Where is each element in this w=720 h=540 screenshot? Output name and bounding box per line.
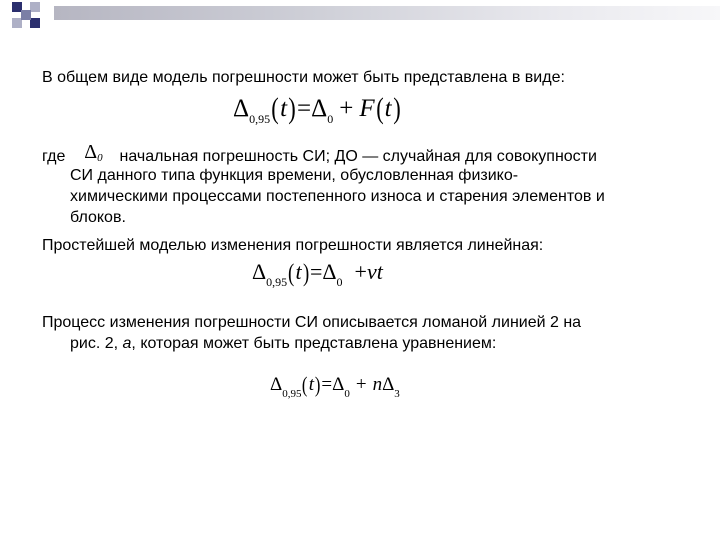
text-line-intro: В общем виде модель погрешности может быть представлена в виде:: [42, 69, 565, 86]
header-decoration: [0, 0, 720, 40]
text-fig-letter: а: [122, 335, 132, 352]
delta-symbol: Δ: [382, 374, 395, 395]
subscript: 3: [394, 388, 400, 400]
text-initial-error: начальная погрешность СИ; ДО — случайная для совокупности: [115, 148, 597, 165]
formula-general-model: $\Delta_{0,95}(t)=\Delta_0 + F(t)$: [233, 92, 401, 126]
delta-symbol: Δ: [84, 141, 98, 163]
delta-symbol: Δ: [332, 374, 345, 395]
subscript: 0,95: [266, 275, 288, 289]
deco-square: [21, 10, 31, 20]
plus-sign: +: [355, 374, 367, 395]
word-where: где: [42, 148, 66, 165]
text-line-3: СИ данного типа функция времени, обусловленная физико-: [70, 167, 519, 184]
text-equation-intro: , которая может быть представлена уравнением:: [131, 335, 497, 352]
subscript: 0,95: [249, 112, 271, 126]
formula-broken-line: $\Delta_{0,95}(t)=\Delta_0 + n\Delta_3$: [270, 372, 400, 400]
variable-t: t: [280, 95, 288, 122]
text-line-5: блоков.: [70, 209, 126, 226]
plus-sign: +: [339, 95, 354, 122]
text-line-4: химическими процессами постепенного износа и старения элементов и: [70, 188, 605, 205]
formula-linear-model: $\Delta_{0,95}(t)=\Delta_0 +\nu t$: [252, 259, 383, 289]
subscript: 0: [336, 275, 343, 289]
function-F: F: [359, 95, 375, 122]
text-line-where: [42, 141, 597, 168]
deco-square: [30, 2, 40, 12]
text-line-figure-ref: [70, 334, 496, 354]
variable-t: t: [308, 374, 315, 395]
plus-sign: +: [354, 259, 367, 284]
delta-symbol: Δ: [270, 374, 283, 395]
variable-t: t: [384, 95, 392, 122]
variable-n: n: [372, 374, 383, 395]
subscript: 0: [97, 152, 103, 164]
delta-symbol: Δ: [322, 259, 337, 284]
equals-sign: =: [297, 95, 312, 122]
subscript: 0,95: [282, 388, 302, 400]
text-fig-ref: рис. 2,: [70, 335, 123, 352]
variable-t: t: [295, 259, 302, 284]
deco-square: [30, 18, 40, 28]
delta-symbol: Δ: [311, 95, 328, 122]
header-gradient-bar: [54, 6, 720, 20]
variable-nu: ν: [366, 259, 377, 284]
equals-sign: =: [321, 374, 333, 395]
delta-symbol: Δ: [252, 259, 267, 284]
subscript: 0: [327, 112, 334, 126]
equals-sign: =: [309, 259, 323, 284]
text-line-process: Процесс изменения погрешности СИ описывается ломаной линией 2 на: [42, 314, 582, 331]
text-line-linear-model: Простейшей моделью изменения погрешности является линейная:: [42, 237, 544, 254]
subscript: 0: [344, 388, 350, 400]
variable-t: t: [376, 259, 383, 284]
delta-symbol: Δ: [233, 95, 250, 122]
